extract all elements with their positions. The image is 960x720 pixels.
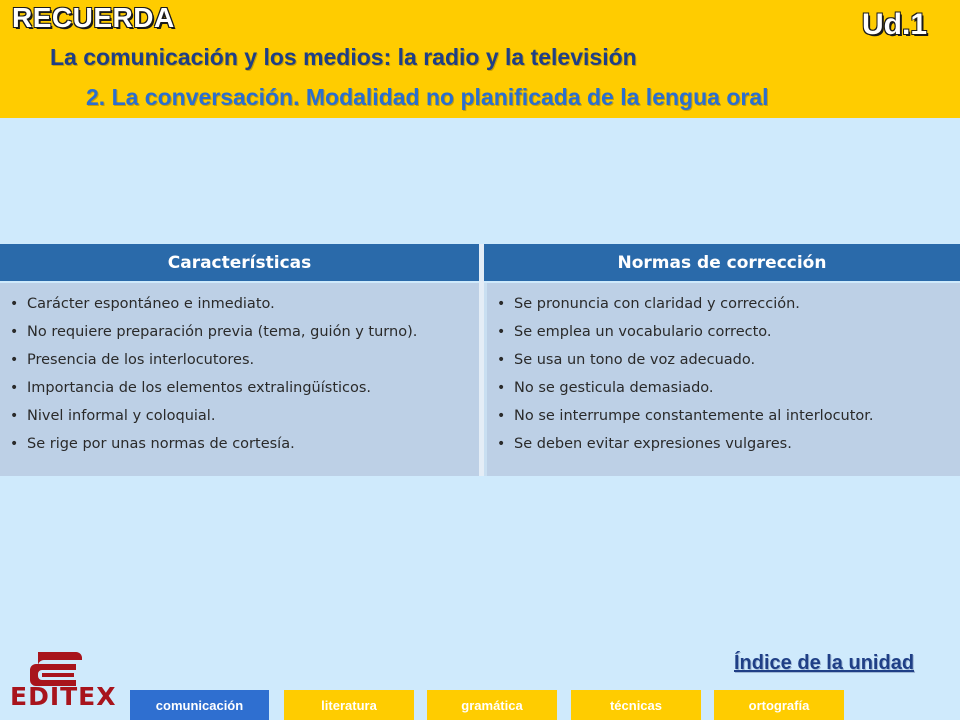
list-item: • Presencia de los interlocutores.: [10, 346, 479, 374]
list-item: • No se interrumpe constantemente al interlocutor.: [497, 402, 960, 430]
unit-index-link[interactable]: Índice de la unidad: [734, 652, 915, 674]
bullet-icon: •: [10, 380, 19, 396]
bullet-icon: •: [497, 324, 506, 340]
bullet-icon: •: [497, 380, 506, 396]
norms-heading: Normas de corrección: [484, 244, 960, 281]
nav-tab-ortografia[interactable]: ortografía: [714, 690, 844, 720]
list-item: • Se rige por unas normas de cortesía.: [10, 430, 479, 458]
characteristics-heading: Características: [0, 244, 479, 281]
list-item: • Se usa un tono de voz adecuado.: [497, 346, 960, 374]
unit-badge: Ud.1: [862, 8, 928, 41]
bullet-icon: •: [497, 436, 506, 452]
bullet-icon: •: [497, 296, 506, 312]
nav-tab-literatura[interactable]: literatura: [284, 690, 414, 720]
bullet-icon: •: [10, 436, 19, 452]
comparison-table: [0, 244, 960, 476]
bullet-icon: •: [10, 296, 19, 312]
subtitle: La comunicación y los medios: la radio y la televisión: [50, 44, 637, 70]
section-title: 2. La conversación. Modalidad no planificada de la lengua oral: [86, 84, 769, 110]
characteristics-column: [0, 244, 479, 476]
bullet-icon: •: [10, 352, 19, 368]
nav-tab-gramatica[interactable]: gramática: [427, 690, 557, 720]
list-item: • No se gesticula demasiado.: [497, 374, 960, 402]
list-item: • Se pronuncia con claridad y corrección.: [497, 290, 960, 318]
bullet-icon: •: [497, 408, 506, 424]
bullet-icon: •: [10, 324, 19, 340]
list-item: • Carácter espontáneo e inmediato.: [10, 290, 479, 318]
characteristics-list: [0, 283, 479, 458]
list-item: • Nivel informal y coloquial.: [10, 402, 479, 430]
header-bar: [0, 0, 960, 118]
list-item: • No requiere preparación previa (tema, guión y turno).: [10, 318, 479, 346]
list-item: • Se emplea un vocabulario correcto.: [497, 318, 960, 346]
norms-column: [484, 244, 960, 476]
bullet-icon: •: [10, 408, 19, 424]
list-item: • Importancia de los elementos extralingüísticos.: [10, 374, 479, 402]
page-title: RECUERDA: [12, 2, 175, 33]
norms-list: [487, 283, 960, 458]
list-item: • Se deben evitar expresiones vulgares.: [497, 430, 960, 458]
characteristics-list-panel: [0, 283, 479, 476]
nav-tab-comunicacion[interactable]: comunicación: [130, 690, 269, 720]
logo-wordmark: EDITEX: [10, 682, 117, 711]
norms-list-panel: [484, 283, 960, 476]
nav-tab-tecnicas[interactable]: técnicas: [571, 690, 701, 720]
bullet-icon: •: [497, 352, 506, 368]
